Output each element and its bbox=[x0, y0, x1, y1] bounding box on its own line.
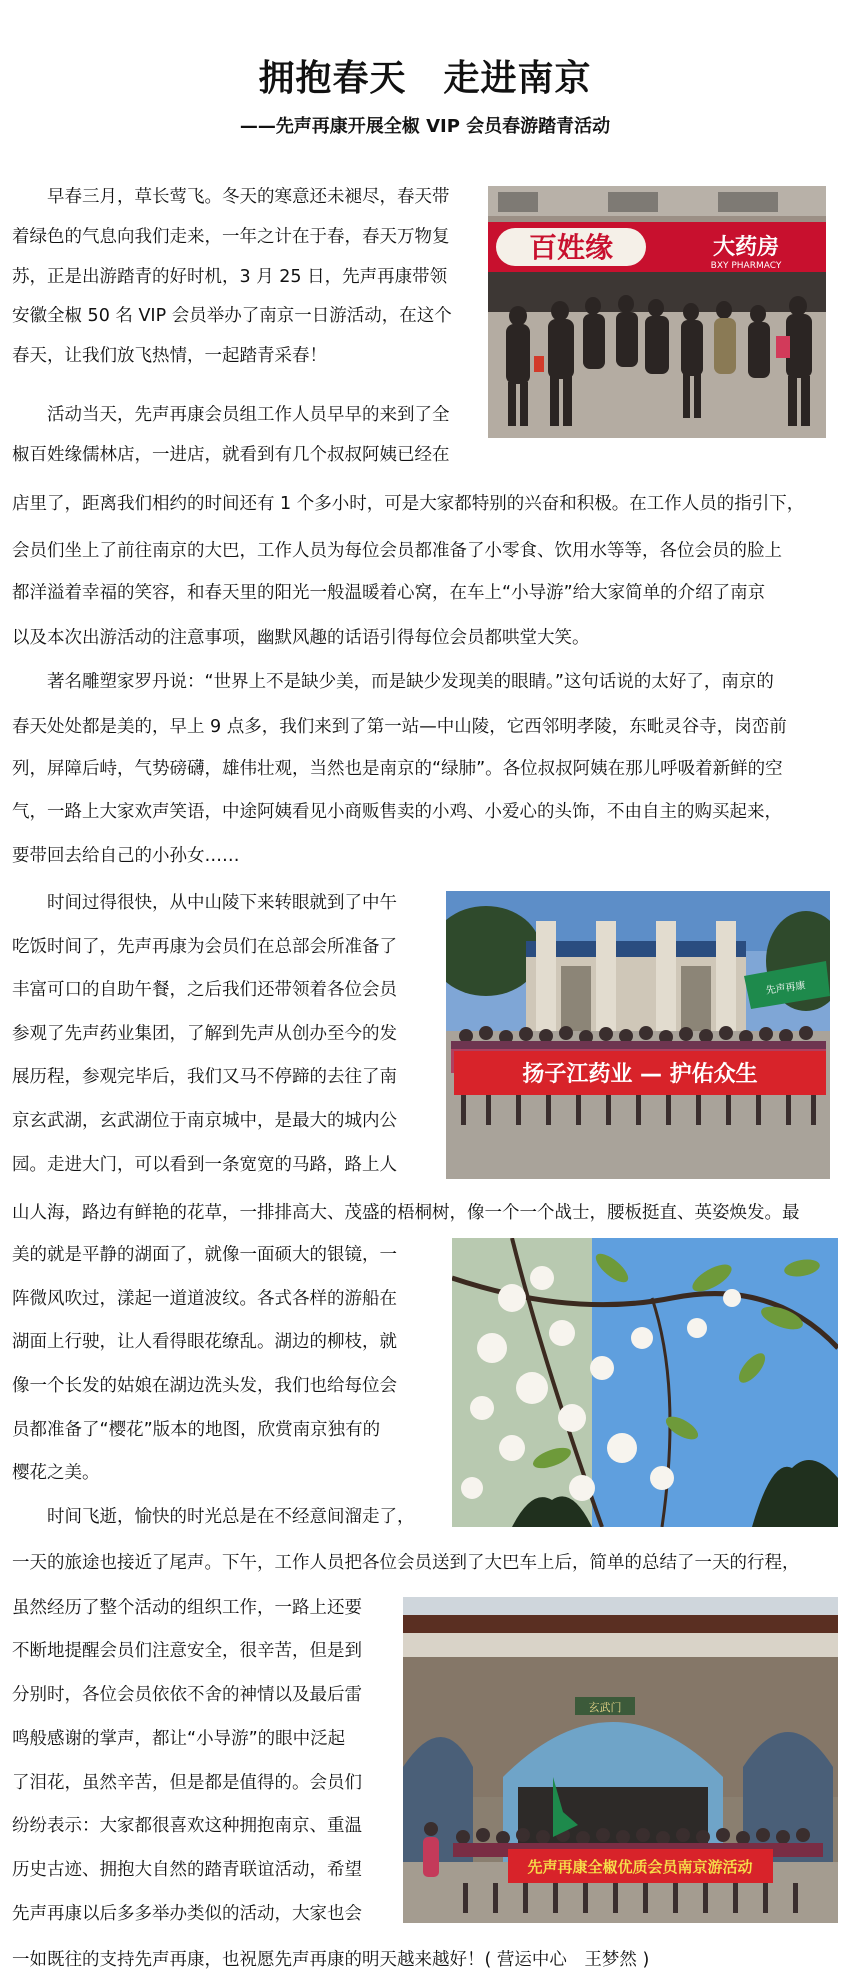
flag-text: 先声再康 bbox=[765, 980, 807, 997]
paragraph-5-line: 不断地提醒会员们注意安全，很辛苦，但是到 bbox=[12, 1641, 362, 1661]
paragraph-2-line: 都洋溢着幸福的笑容，和春天里的阳光一般温暖着心窝，在车上“小导游”给大家简单的介绍了南京 bbox=[12, 583, 766, 603]
article-title: 拥抱春天 走进南京 bbox=[258, 58, 592, 99]
paragraph-4-line: 像一个长发的姑娘在湖边洗头发，我们也给每位会 bbox=[12, 1376, 397, 1396]
paragraph-5-line: 分别时，各位会员依依不舍的神情以及最后雷 bbox=[12, 1685, 362, 1705]
paragraph-5-line: 历史古迹、拥抱大自然的踏青联谊活动，希望 bbox=[12, 1860, 362, 1880]
paragraph-4-line: 樱花之美。 bbox=[12, 1463, 100, 1483]
article-subtitle: ——先声再康开展全椒 VIP 会员春游踏青活动 bbox=[239, 116, 611, 137]
photo-city-gate-group bbox=[403, 1597, 838, 1923]
paragraph-4-line: 山人海，路边有鲜艳的花草，一排排高大、茂盛的梧桐树，像一个一个战士，腰板挺直、英姿焕发。最 bbox=[12, 1203, 800, 1223]
paragraph-3-line: 列，屏障后峙，气势磅礴，雄伟壮观，当然也是南京的“绿肺”。各位叔叔阿姨在那儿呼吸着新鲜的空 bbox=[12, 759, 783, 779]
paragraph-5-line: 一如既往的支持先声再康，也祝愿先声再康的明天越来越好！( 营运中心 王梦然 ) bbox=[12, 1950, 650, 1970]
paragraph-4-line: 吃饭时间了，先声再康为会员们在总部会所准备了 bbox=[12, 937, 397, 957]
paragraph-3-line: 春天处处都是美的，早上 9 点多，我们来到了第一站—中山陵，它西邻明孝陵，东毗灵谷寺，岗峦前 bbox=[12, 717, 787, 737]
paragraph-2-line: 店里了，距离我们相约的时间还有 1 个多小时，可是大家都特别的兴奋和积极。在工作人员的指引下， bbox=[12, 494, 805, 514]
paragraph-5-line: 时间飞逝，愉快的时光总是在不经意间溜走了， bbox=[47, 1507, 415, 1527]
photo-cherry-blossoms bbox=[452, 1238, 838, 1527]
photo-zhongshan-group bbox=[446, 891, 830, 1179]
paragraph-1-line: 安徽全椒 50 名 VIP 会员举办了南京一日游活动，在这个 bbox=[12, 306, 452, 326]
paragraph-5-line: 鸣般感谢的掌声，都让“小导游”的眼中泛起 bbox=[12, 1729, 346, 1749]
paragraph-2-line: 以及本次出游活动的注意事项，幽默风趣的话语引得每位会员都哄堂大笑。 bbox=[12, 628, 590, 648]
paragraph-1-line: 着绿色的气息向我们走来，一年之计在于春，春天万物复 bbox=[12, 227, 450, 247]
paragraph-4-line: 湖面上行驶，让人看得眼花缭乱。湖边的柳枝，就 bbox=[12, 1332, 397, 1352]
paragraph-5-line: 先声再康以后多多举办类似的活动，大家也会 bbox=[12, 1904, 362, 1924]
paragraph-5-line: 纷纷表示：大家都很喜欢这种拥抱南京、重温 bbox=[12, 1816, 362, 1836]
paragraph-3-line: 要带回去给自己的小孙女…… bbox=[12, 846, 240, 866]
paragraph-2-line: 活动当天，先声再康会员组工作人员早早的来到了全 bbox=[47, 405, 450, 425]
paragraph-5-line: 虽然经历了整个活动的组织工作，一路上还要 bbox=[12, 1598, 362, 1618]
paragraph-4-line: 美的就是平静的湖面了，就像一面硕大的银镜，一 bbox=[12, 1245, 397, 1265]
banner-zhongshan-text: 扬子江药业 — 护佑众生 bbox=[522, 1062, 758, 1087]
paragraph-4-line: 时间过得很快，从中山陵下来转眼就到了中午 bbox=[47, 893, 397, 913]
paragraph-1-line: 早春三月，草长莺飞。冬天的寒意还未褪尽，春天带 bbox=[47, 187, 450, 207]
paragraph-4-line: 园。走进大门，可以看到一条宽宽的马路，路上人 bbox=[12, 1155, 397, 1175]
paragraph-1-line: 苏，正是出游踏青的好时机，3 月 25 日，先声再康带领 bbox=[12, 267, 448, 287]
banner-gate-text: 先声再康全椒优质会员南京游活动 bbox=[527, 1858, 753, 1876]
pharmacy-sign-right: 大药房 bbox=[712, 235, 780, 260]
paragraph-1-line: 春天，让我们放飞热情，一起踏青采春！ bbox=[12, 346, 327, 366]
paragraph-3-line: 著名雕塑家罗丹说：“世界上不是缺少美，而是缺少发现美的眼睛。”这句话说的太好了，南京的 bbox=[47, 672, 774, 692]
paragraph-4-line: 员都准备了“樱花”版本的地图，欣赏南京独有的 bbox=[12, 1420, 381, 1440]
gate-plaque-text: 玄武门 bbox=[588, 1701, 622, 1714]
paragraph-5-line: 了泪花，虽然辛苦，但是都是值得的。会员们 bbox=[12, 1773, 362, 1793]
photo-pharmacy-storefront bbox=[488, 186, 826, 438]
paragraph-4-line: 参观了先声药业集团，了解到先声从创办至今的发 bbox=[12, 1024, 397, 1044]
paragraph-3-line: 气，一路上大家欢声笑语，中途阿姨看见小商贩售卖的小鸡、小爱心的头饰，不由自主的购买起来， bbox=[12, 802, 782, 822]
paragraph-2-line: 椒百姓缘儒林店，一进店，就看到有几个叔叔阿姨已经在 bbox=[12, 445, 450, 465]
paragraph-4-line: 京玄武湖，玄武湖位于南京城中，是最大的城内公 bbox=[12, 1111, 397, 1131]
pharmacy-sign-english: BXY PHARMACY bbox=[710, 261, 782, 271]
paragraph-2-line: 会员们坐上了前往南京的大巴，工作人员为每位会员都准备了小零食、饮用水等等，各位会员的脸上 bbox=[12, 541, 782, 561]
paragraph-4-line: 展历程，参观完毕后，我们又马不停蹄的去往了南 bbox=[12, 1067, 397, 1087]
paragraph-4-line: 阵微风吹过，漾起一道道波纹。各式各样的游船在 bbox=[12, 1289, 397, 1309]
paragraph-5-line: 一天的旅途也接近了尾声。下午，工作人员把各位会员送到了大巴车上后，简单的总结了一天的行程， bbox=[12, 1553, 800, 1573]
paragraph-4-line: 丰富可口的自助午餐，之后我们还带领着各位会员 bbox=[12, 980, 397, 1000]
pharmacy-sign-left: 百姓缘 bbox=[528, 231, 614, 264]
